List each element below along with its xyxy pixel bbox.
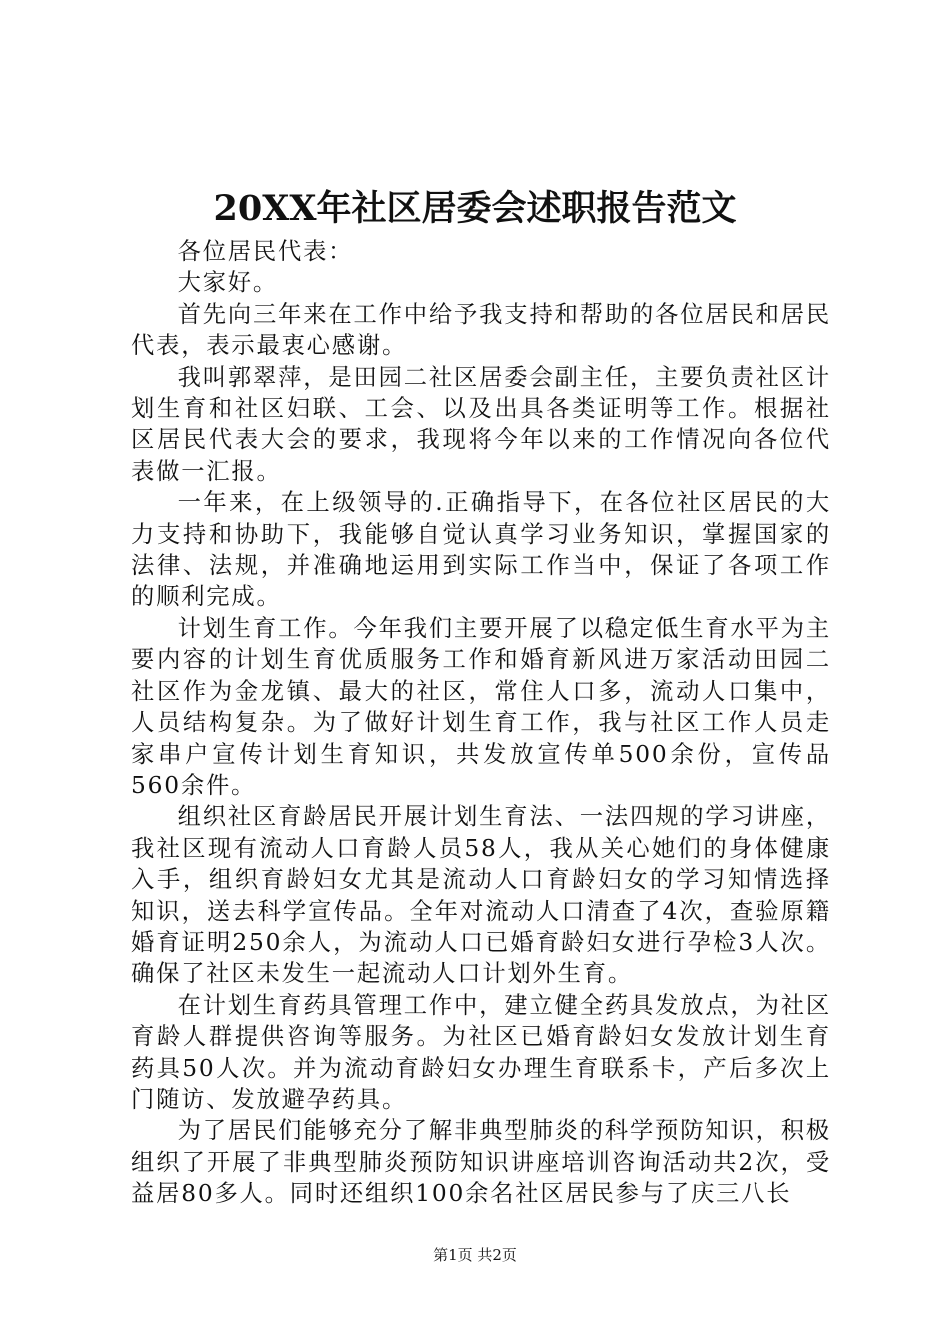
- paragraph-introduction: 我叫郭翠萍，是田园二社区居委会副主任，主要负责社区计划生育和社区妇联、工会、以及出具各类证明等工作。根据社区居民代表大会的要求，我现将今年以来的工作情况向各位代表做一汇报。: [131, 363, 831, 485]
- paragraph-lectures: 组织社区育龄居民开展计划生育法、一法四规的学习讲座，我社区现有流动人口育龄人员58人，我从关心她们的身体健康入手，组织育龄妇女尤其是流动人口育龄妇女的学习知情选择知识，送去科学宣传品。全年对流动人口清查了4次，查验原籍婚育证明250余人，为流动人口已婚育龄妇女进行孕检3人次。确保了社区未发生一起流动人口计划外生育。: [131, 803, 831, 988]
- paragraph-overview: 一年来，在上级领导的.正确指导下，在各位社区居民的大力支持和协助下，我能够自觉认真学习业务知识，掌握国家的法律、法规，并准确地运用到实际工作当中，保证了各项工作的顺利完成。: [131, 489, 831, 611]
- paragraph-contraceptive-management: 在计划生育药具管理工作中，建立健全药具发放点，为社区育龄人群提供咨询等服务。为社区已婚育龄妇女发放计划生育药具50人次。并为流动育龄妇女办理生育联系卡，产后多次上门随访、发放避孕药具。: [131, 991, 831, 1113]
- paragraph-sars-prevention: 为了居民们能够充分了解非典型肺炎的科学预防知识，积极组织了开展了非典型肺炎预防知识讲座培训咨询活动共2次，受益居80多人。同时还组织100余名社区居民参与了庆三八长: [131, 1117, 831, 1208]
- document-body: [131, 236, 831, 1210]
- paragraph-family-planning: 计划生育工作。今年我们主要开展了以稳定低生育水平为主要内容的计划生育优质服务工作和婚育新风进万家活动田园二社区作为金龙镇、最大的社区，常住人口多，流动人口集中，人员结构复杂。为了做好计划生育工作，我与社区工作人员走家串户宣传计划生育知识，共发放宣传单500余份，宣传品560余件。: [131, 614, 831, 799]
- paragraph-salutation: 各位居民代表：: [177, 238, 354, 265]
- paragraph-thanks: 首先向三年来在工作中给予我支持和帮助的各位居民和居民代表，表示最衷心感谢。: [131, 300, 831, 360]
- page-number-footer: 第1页 共2页: [433, 1246, 517, 1264]
- paragraph-greeting: 大家好。: [177, 269, 278, 297]
- document-title: 20XX年社区居委会述职报告范文: [213, 188, 737, 229]
